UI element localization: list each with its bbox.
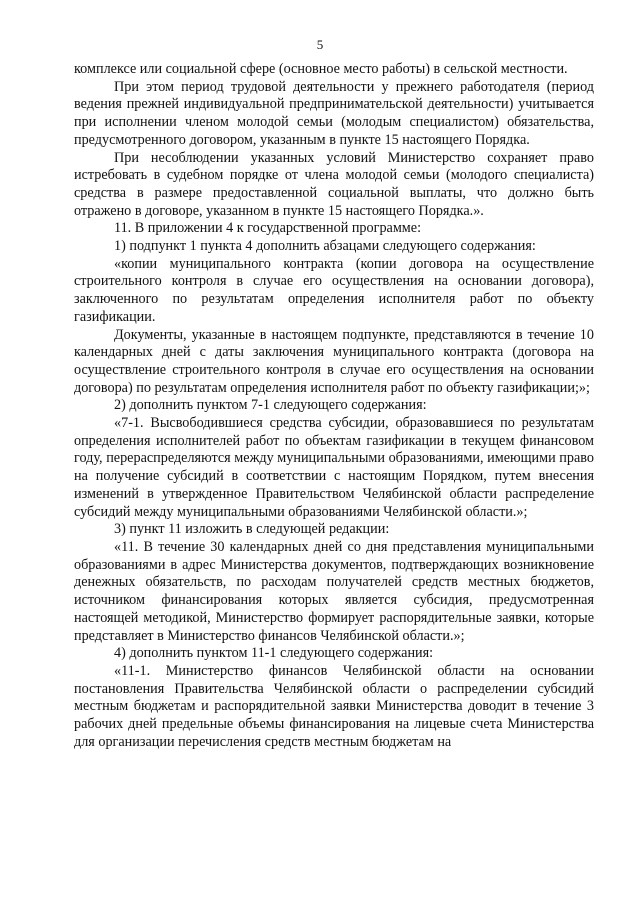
- paragraph-point-11: «11. В течение 30 календарных дней со дня представления муниципальными образованиями в адрес Министерства документов, подтверждающих возникновение денежных обязательств, по расходам получателей средств местных бюджетов, источником финансирования которых является субсидия, предусмотренная настоящей методикой, Министерство формирует распорядительные заявки, которые представляет в Министерство финансов Челябинской области.»;: [74, 538, 594, 644]
- paragraph-subitem-1: 1) подпункт 1 пункта 4 дополнить абзацами следующего содержания:: [114, 238, 536, 255]
- paragraph-documents-deadline: Документы, указанные в настоящем подпункте, представляются в течение 10 календарных дней с даты заключения муниципального контракта (договора на осуществление строительного контроля в случае его осуществления на основании договора) по результатам определения исполнителя работ по объекту газификации;»;: [74, 326, 594, 396]
- paragraph-point-11-1: «11-1. Министерство финансов Челябинской области на основании постановления Правительства Челябинской области о распределении субсидий местным бюджетам и распорядительной заявки Министерства доводит в течение 3 рабочих дней предельные объемы финансирования на лицевые счета Министерства для организации перечисления средств местным бюджетам на: [74, 662, 594, 750]
- paragraph-point-7-1: «7-1. Высвободившиеся средства субсидии, образовавшиеся по результатам определения исполнителей работ по объектам газификации в текущем финансовом году, перераспределяются между муниципальными образованиями, имеющими право на получение субсидий в соответствии с настоящим Порядком, путем внесения изменений в утвержденное Правительством Челябинской области распределение субсидий между муниципальными образованиями Челябинской области.»;: [74, 415, 594, 520]
- paragraph-subitem-3: 3) пункт 11 изложить в следующей редакции:: [114, 521, 390, 538]
- page-number: 5: [316, 37, 324, 52]
- paragraph-subitem-4: 4) дополнить пунктом 11-1 следующего содержания:: [114, 645, 434, 662]
- paragraph-continuation: комплексе или социальной сфере (основное место работы) в сельской местности.: [74, 61, 568, 77]
- paragraph-work-period: При этом период трудовой деятельности у прежнего работодателя (период ведения прежней индивидуальной предпринимательской деятельности) учитывается при исполнении членом молодой семьи (молодым специалистом) обязательства, предусмотренного договором, указанным в пункте 15 настоящего Порядка.: [74, 78, 594, 148]
- paragraph-contract-copies: «копии муниципального контракта (копии договора на осуществление строительного контроля в случае его осуществления на основании договора), заключенного по результатам определения исполнителя работ по объекту газификации.: [74, 255, 594, 325]
- document-body: [74, 61, 594, 751]
- paragraph-subitem-2: 2) дополнить пунктом 7-1 следующего содержания:: [114, 397, 427, 414]
- paragraph-noncompliance: При несоблюдении указанных условий Министерство сохраняет право истребовать в судебном порядке от члена молодой семьи (молодого специалиста) средства в размере предоставленной социальной выплаты, что должно быть отражено в договоре, указанном в пункте 15 настоящего Порядка.».: [74, 149, 594, 219]
- paragraph-item-11: 11. В приложении 4 к государственной программе:: [114, 220, 422, 237]
